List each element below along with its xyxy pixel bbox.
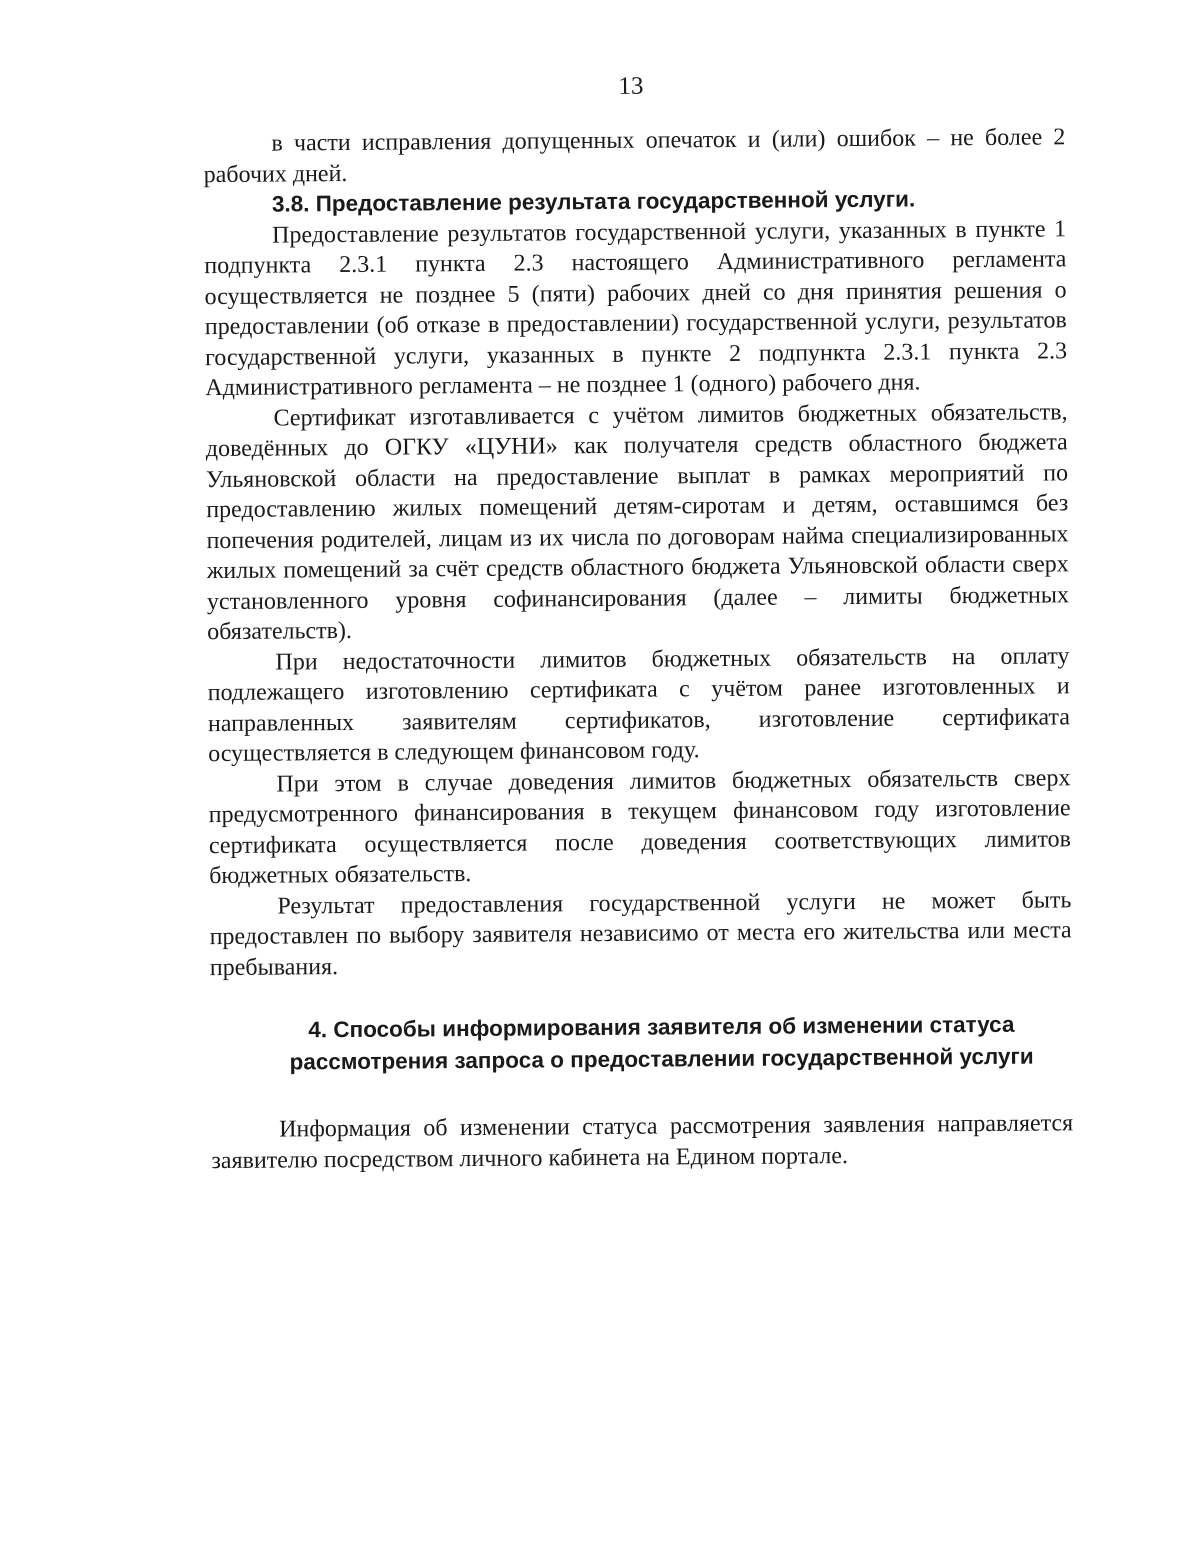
paragraph-status-info: Информация об изменении статуса рассмотрения заявления направляется заявителю посредством личного кабинета на Едином портале. [211,1110,1074,1174]
document-body [203,122,1073,1176]
paragraph-certificate-limits: Сертификат изготавливается с учётом лимитов бюджетных обязательств, доведённых до ОГКУ «ЦУНИ» как получателя средств областного бюджета Ульяновской области на предоставление выплат в рамках мероприятий по предоставлению жилых помещений детям-сиротам и детям, оставшимся без попечения родителей, лицам из их числа по договорам найма специализированных жилых помещений за счёт средств областного бюджета Ульяновской области сверх установленного уровня софинансирования (далее – лимиты бюджетных обязательств). [205,398,1070,646]
paragraph-continuation: в части исправления допущенных опечаток и (или) ошибок – не более 2 рабочих дней. [203,124,1066,188]
paragraph-result-deadline: Предоставление результатов государственной услуги, указанных в пункте 1 подпункта 2.3.1 пункта 2.3 настоящего Административного регламента осуществляется не позднее 5 (пяти) рабочих дней со дня принятия решения о предоставлении (об отказе в предоставлении) государственной услуги, результатов государственной услуги, указанных в пункте 2 подпункта 2.3.1 пункта 2.3 Административного регламента – не позднее 1 (одного) рабочего дня. [204,215,1068,402]
section-heading-line-1: 4. Способы информирования заявителя об изменении статуса [308,1011,1015,1043]
paragraph-result-location: Результат предоставления государственной услуги не может быть предоставлен по выбору заявителя независимо от места его жительства или места пребывания. [209,886,1072,981]
page-number: 13 [618,72,644,100]
paragraph-insufficient-limits: При недостаточности лимитов бюджетных обязательств на оплату подлежащего изготовлению сертификата с учётом ранее изготовленных и направленных заявителям сертификатов, изготовление сертификата осуществляется в следующем финансовом году. [207,642,1071,768]
section-heading-line-2: рассмотрения запроса о предоставлении государственной услуги [289,1043,1034,1075]
paragraph-extra-limits: При этом в случае доведения лимитов бюджетных обязательств сверх предусмотренного финансирования в текущем финансовом году изготовление сертификата осуществляется после доведения соответствующих лимитов бюджетных обязательств. [208,764,1071,890]
subsection-heading-3-8: 3.8. Предоставление результата государственной услуги. [271,186,916,217]
section-heading-4 [210,1008,1072,1079]
